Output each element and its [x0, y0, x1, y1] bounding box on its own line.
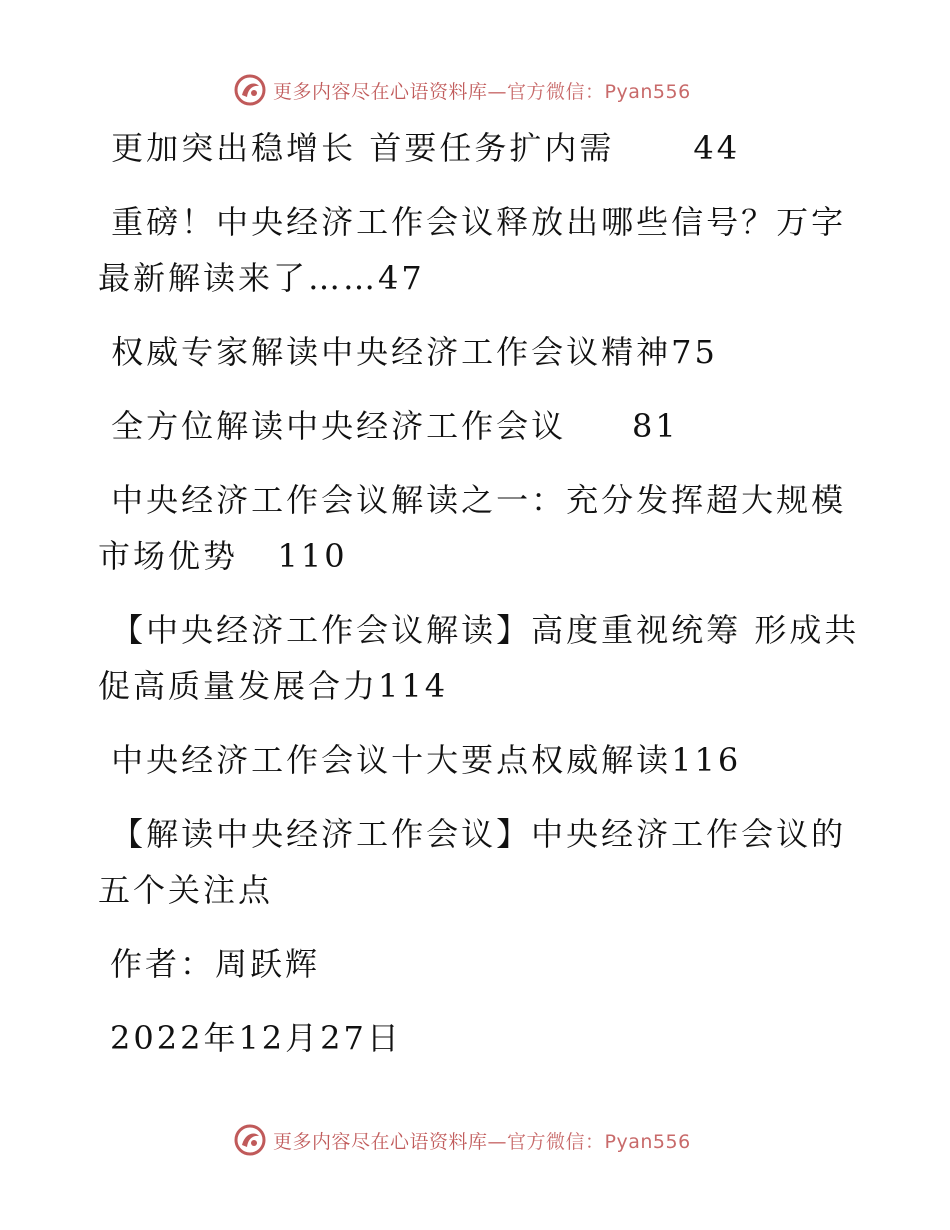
swirl-logo-icon	[233, 73, 267, 107]
toc-entry: 更加突出稳增长 首要任务扩内需 44	[98, 129, 741, 167]
toc-entry: 中央经济工作会议十大要点权威解读116	[98, 741, 742, 779]
toc-entry: 【解读中央经济工作会议】中央经济工作会议的 五个关注点	[98, 815, 847, 909]
toc-entry: 中央经济工作会议解读之一：充分发挥超大规模 市场优势 110	[98, 481, 847, 575]
toc-entry: 权威专家解读中央经济工作会议精神75	[98, 333, 718, 371]
footer-watermark	[233, 1120, 713, 1160]
table-of-contents	[98, 120, 898, 1084]
watermark-text: 更多内容尽在心语资料库—官方微信：Pyan556	[273, 1130, 691, 1153]
author-line: 作者：周跃辉	[110, 945, 321, 983]
date-line: 2022年12月27日	[110, 1019, 402, 1057]
toc-entry: 【中央经济工作会议解读】高度重视统筹 形成共 促高质量发展合力114	[98, 611, 860, 705]
toc-entry: 重磅！中央经济工作会议释放出哪些信号？万字 最新解读来了……47	[98, 203, 847, 297]
watermark-text: 更多内容尽在心语资料库—官方微信：Pyan556	[273, 80, 691, 103]
header-watermark	[233, 70, 713, 110]
swirl-logo-icon	[233, 1123, 267, 1157]
toc-entry: 全方位解读中央经济工作会议 81	[98, 407, 679, 445]
